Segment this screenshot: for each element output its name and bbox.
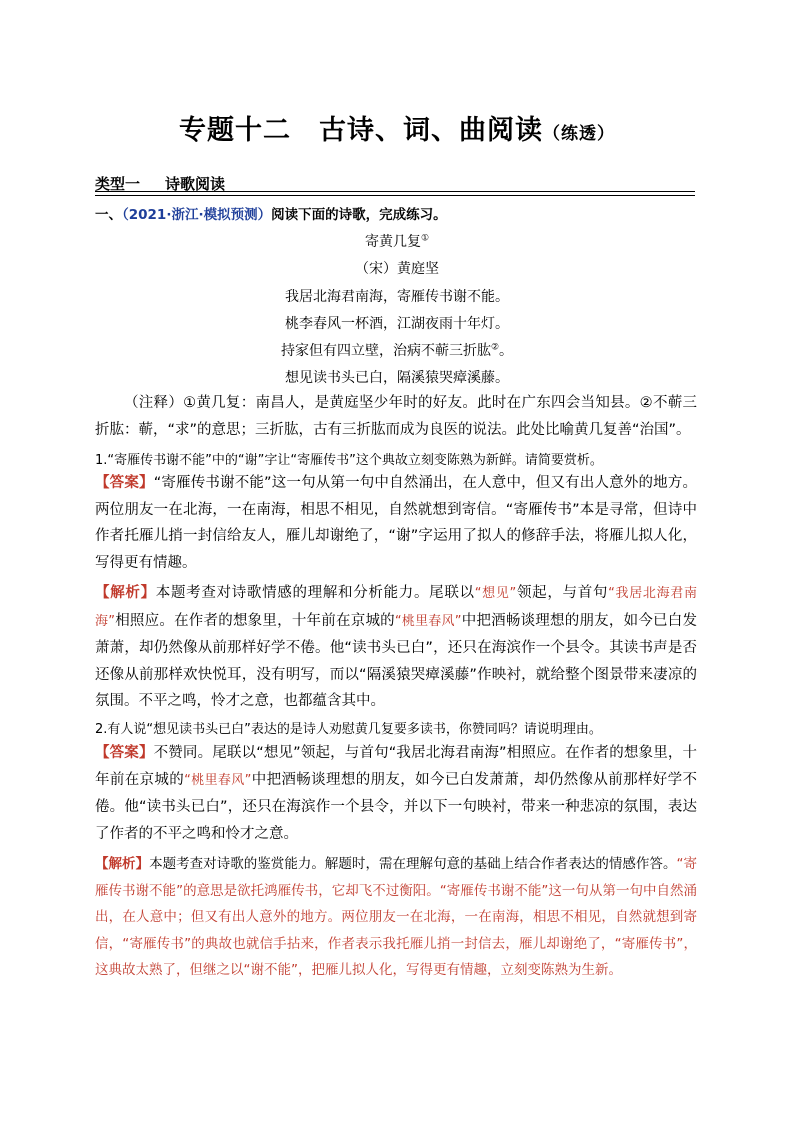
poem-line-4: 想见读书头已白，隔溪猿哭瘴溪藤。 [285,370,509,386]
section-header [95,173,695,193]
footnote-mark-1: ① [420,233,430,244]
question-source: （2021·浙江·模拟预测） [122,207,272,223]
poem-author: （宋）黄庭坚 [355,261,439,277]
answer-tag: 【答案】 [95,745,154,761]
answer-1: 【答案】“寄雁传书谢不能”这一句从第一句中自然涌出，在人意中，但又有出人意外的地方。两位朋友一在北海，一在南海，相思不相见，自然就想到寄信。“寄雁传书”本是寻常，但诗中作者托雁儿捎一封信给友人，雁儿却谢绝了，“谢”字运用了拟人的修辞手法，将雁儿拟人化，写得更有情趣。 [95,475,697,571]
section-rule-bottom [95,195,695,196]
analysis-tag: 【解析】 [95,856,150,872]
question-1: 1.“寄雁传书谢不能”中的“谢”字让“寄雁传书”这个典故立刻变陈熟为新鲜。请简要赏析。 [95,453,603,468]
title-subtitle: （练透） [543,124,615,144]
poem-notes: （注释）①黄几复：南昌人，是黄庭坚少年时的好友。此时在广东四会当知县。②不蕲三折肱：蕲，“求”的意思；三折肱，古有三折肱而成为良医的说法。此处比喻黄几复善“治国”。 [95,395,697,438]
section-rule-top [95,191,695,192]
poem-line-1: 我居北海君南海，寄雁传书谢不能。 [285,289,509,305]
question-heading [95,203,447,223]
answer-tag: 【答案】 [95,475,154,491]
title-main-b: 古诗、词、曲阅读 [319,115,543,146]
page-title [0,108,794,147]
poem-title: 寄黄几复① [364,233,430,250]
analysis-2: 【解析】本题考查对诗歌的鉴赏能力。解题时，需在理解句意的基础上结合作者表达的情感作答。“寄雁传书谢不能”的意思是欲托鸿雁传书，它却飞不过衡阳。“寄雁传书谢不能”这一句从第一句中自然涌出，在人意中；但又有出人意外的地方。两位朋友一在北海，一在南海，相思不相见，自然就想到寄信，“寄雁传书”的典故也就信手拈来，作者表示我托雁儿捎一封信去，雁儿却谢绝了，“寄雁传书”，这典故太熟了，但继之以“谢不能”，把雁儿拟人化，写得更有情趣，立刻变陈熟为生新。 [95,856,698,978]
section-label: 类型一 [95,175,141,193]
section-name: 诗歌阅读 [165,175,226,193]
answer-2: 【答案】不赞同。尾联以“想见”领起，与首句“我居北海君南海”相照应。在作者的想象里，十年前在京城的“桃里春风”中把酒畅谈理想的朋友，如今已白发萧萧，却仍然像从前那样好学不倦。他“读书头已白”，还只在海滨作一个县令，并以下一句映衬，带来一种悲凉的氛围，表达了作者的不平之鸣和怜才之意。 [95,745,698,842]
question-2: 2.有人说“想见读书头已白”表达的是诗人劝慰黄几复要多读书，你赞同吗？请说明理由。 [95,722,602,737]
title-main-a: 专题十二 [179,115,291,146]
footnote-mark-2: ② [490,342,500,353]
poem-line-3: 持家但有四立壁，治病不蕲三折肱②。 [280,342,514,359]
analysis-1: 【解析】本题考查对诗歌情感的理解和分析能力。尾联以“想见”领起，与首句“我居北海君南海”相照应。在作者的想象里，十年前在京城的“桃里春风”中把酒畅谈理想的朋友，如今已白发萧萧，却仍然像从前那样好学不倦。他“读书头已白”，还只在海滨作一个县令。其读书声是否还像从前那样欢快悦耳，没有明写，而以“隔溪猿哭瘴溪藤”作映衬，就给整个图景带来凄凉的氛围。不平之鸣，怜才之意，也都蕴含其中。 [95,585,697,709]
analysis-tag: 【解析】 [95,585,156,601]
question-number: 一、 [95,207,122,223]
question-prompt: 阅读下面的诗歌，完成练习。 [271,207,447,223]
poem-line-2: 桃李春风一杯酒，江湖夜雨十年灯。 [285,316,509,332]
